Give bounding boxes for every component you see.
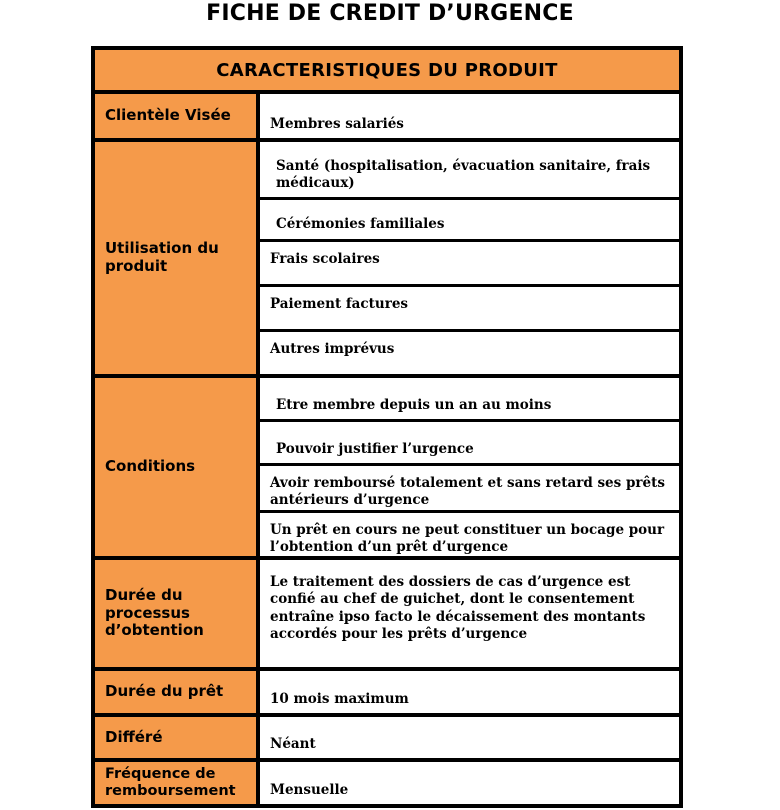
- table-row: [260, 200, 679, 241]
- table-section-duree-processus: [95, 560, 679, 671]
- table-row: [260, 762, 679, 804]
- row-value-text: Santé (hospitalisation, évacuation sanitaire, frais médicaux): [276, 157, 651, 192]
- row-value-text: Un prêt en cours ne peut constituer un bocage pour l’obtention d’un prêt d’urgence: [270, 521, 665, 555]
- table-row: [260, 671, 679, 713]
- table-row: [260, 142, 679, 200]
- row-label-text: Durée du processus d’obtention: [105, 585, 204, 640]
- row-value-text: Pouvoir justifier l’urgence: [276, 440, 474, 457]
- row-value-text: 10 mois maximum: [270, 690, 409, 707]
- row-values-conditions: [260, 378, 679, 556]
- table-row: [260, 717, 679, 758]
- row-values-frequence: [260, 762, 679, 804]
- row-value-text: Le traitement des dossiers de cas d’urgence est confié au chef de guichet, dont le consentement entraîne ipso facto le décaissement des montants accordés pour les prêts d’urgence: [270, 574, 646, 642]
- row-label-text: Utilisation du produit: [105, 239, 219, 275]
- row-values-duree-pret: [260, 671, 679, 713]
- table-row: [260, 94, 679, 138]
- row-value-text: Néant: [270, 735, 316, 752]
- table-section-duree-pret: [95, 671, 679, 717]
- table-section-clientele: [95, 94, 679, 142]
- row-label-utilisation: [95, 142, 260, 374]
- table-section-frequence: [95, 762, 679, 804]
- table-row: [260, 242, 679, 287]
- table-row: [260, 332, 679, 374]
- row-label-text: Différé: [105, 727, 163, 746]
- table-row: [260, 513, 679, 557]
- page-title: FICHE DE CREDIT D’URGENCE: [206, 1, 574, 26]
- table-section-differe: [95, 717, 679, 762]
- row-value-text: Frais scolaires: [270, 250, 380, 267]
- table-row: [260, 287, 679, 332]
- row-value-text: Cérémonies familiales: [276, 216, 445, 233]
- row-value-text: Etre membre depuis un an au moins: [276, 396, 552, 413]
- table-row: [260, 422, 679, 466]
- row-label-text: Durée du prêt: [105, 682, 224, 701]
- row-value-text: Mensuelle: [270, 781, 349, 798]
- table-row: [260, 466, 679, 513]
- row-value-text: Avoir remboursé totalement et sans retard ses prêts antérieurs d’urgence: [270, 475, 665, 509]
- row-label-differe: [95, 717, 260, 758]
- table-header-label: CARACTERISTIQUES DU PRODUIT: [216, 59, 558, 81]
- row-label-text: Conditions: [105, 457, 196, 476]
- row-values-duree-processus: [260, 560, 679, 667]
- row-label-text: Fréquence de remboursement: [105, 765, 236, 799]
- row-values-utilisation: [260, 142, 679, 374]
- row-values-differe: [260, 717, 679, 758]
- row-values-clientele: [260, 94, 679, 138]
- row-label-duree-pret: [95, 671, 260, 713]
- table-row: [260, 378, 679, 422]
- row-label-text: Clientèle Visée: [105, 106, 231, 125]
- table-header-banner: [95, 50, 679, 94]
- row-label-duree-processus: [95, 560, 260, 667]
- row-label-clientele: [95, 94, 260, 138]
- row-label-frequence: [95, 762, 260, 804]
- row-value-text: Membres salariés: [270, 115, 404, 132]
- row-value-text: Paiement factures: [270, 295, 409, 312]
- table-section-conditions: [95, 378, 679, 560]
- table-section-utilisation: [95, 142, 679, 378]
- row-label-conditions: [95, 378, 260, 556]
- row-value-text: Autres imprévus: [270, 340, 395, 357]
- table-row: [260, 560, 679, 667]
